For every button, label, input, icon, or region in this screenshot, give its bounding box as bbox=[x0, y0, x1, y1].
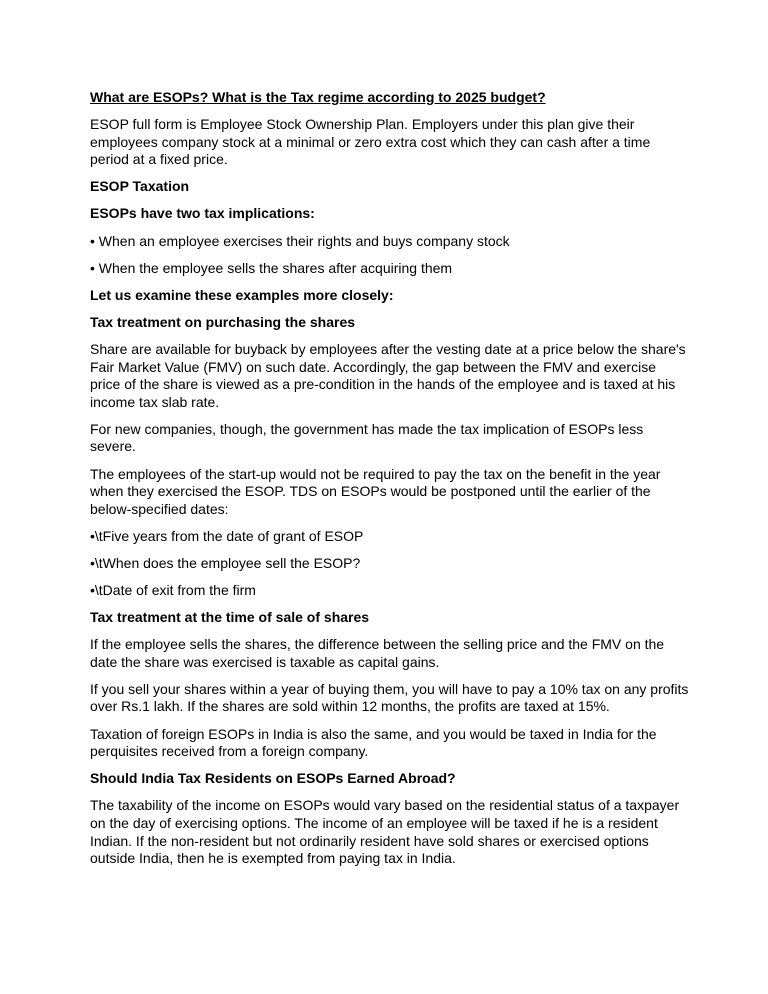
intro-paragraph: ESOP full form is Employee Stock Ownership Plan. Employers under this plan give their employees company stock at a minimal or zero extra cost which they can cash after a time period at a fixed price. bbox=[90, 116, 651, 168]
document-page bbox=[90, 89, 690, 877]
purchase-paragraph: Share are available for buyback by employees after the vesting date at a price below the share's Fair Market Value (FMV) on such date. Accordingly, the gap between the FMV and exercise price of the share is viewed as a pre-condition in the hands of the employee and is taxed at his income tax slab rate. bbox=[90, 340, 686, 410]
residents-paragraph: The taxability of the income on ESOPs would vary based on the residential status of a taxpayer on the day of exercising options. The income of an employee will be taxed if he is a resident Indian. If the non-resident but not ordinarily resident have sold shares or exercised options outside India, then he is exempted from paying tax in India. bbox=[90, 797, 680, 867]
heading-purchase-treatment: Tax treatment on purchasing the shares bbox=[90, 313, 356, 330]
sale-paragraph: If the employee sells the shares, the difference between the selling price and the FMV on the date the share was exercised is taxable as capital gains. bbox=[90, 636, 665, 670]
sell-within-year-paragraph: If you sell your shares within a year of buying them, you will have to pay a 10% tax on any profits over Rs.1 lakh. If the shares are sold within 12 months, the profits are taxed at 15%. bbox=[90, 680, 689, 715]
new-companies-paragraph: For new companies, though, the government has made the tax implication of ESOPs less severe. bbox=[90, 420, 644, 455]
heading-esop-taxation: ESOP Taxation bbox=[90, 178, 190, 195]
heading-examine-examples: Let us examine these examples more closely: bbox=[90, 286, 394, 303]
date-bullet-2: •\tWhen does the employee sell the ESOP? bbox=[90, 554, 361, 571]
implication-bullet-2: • When the employee sells the shares after acquiring them bbox=[90, 259, 453, 276]
date-bullet-3: •\tDate of exit from the firm bbox=[90, 581, 256, 598]
heading-two-implications: ESOPs have two tax implications: bbox=[90, 205, 315, 222]
foreign-esops-paragraph: Taxation of foreign ESOPs in India is also the same, and you would be taxed in India for the perquisites received from a foreign company. bbox=[90, 725, 657, 760]
heading-tax-residents: Should India Tax Residents on ESOPs Earned Abroad? bbox=[90, 770, 456, 787]
heading-sale-treatment: Tax treatment at the time of sale of shares bbox=[90, 609, 370, 626]
startup-paragraph: The employees of the start-up would not be required to pay the tax on the benefit in the year when they exercised the ESOP. TDS on ESOPs would be postponed until the earlier of the below-specified dates: bbox=[90, 465, 661, 517]
document-title: What are ESOPs? What is the Tax regime according to 2025 budget? bbox=[90, 89, 546, 105]
implication-bullet-1: • When an employee exercises their rights and buys company stock bbox=[90, 232, 510, 249]
date-bullet-1: •\tFive years from the date of grant of ESOP bbox=[90, 527, 364, 544]
